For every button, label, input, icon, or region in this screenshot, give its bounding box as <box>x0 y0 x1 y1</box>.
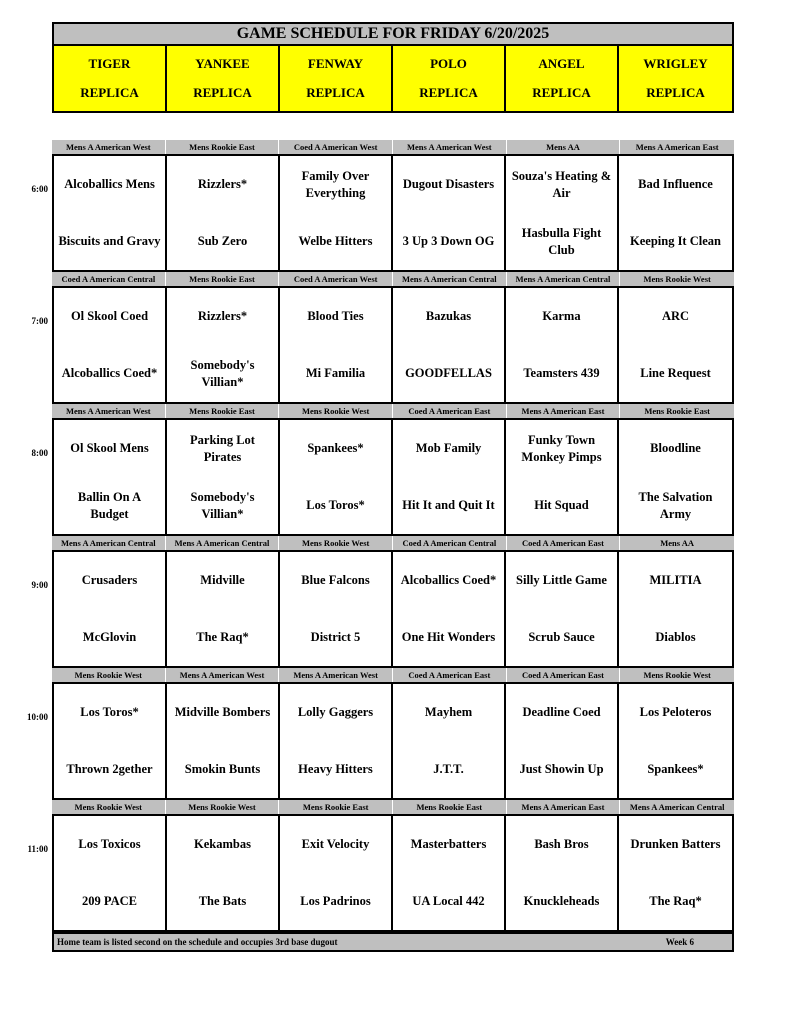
away-team: Alcoballics Mens <box>64 177 155 191</box>
home-team: 3 Up 3 Down OG <box>402 234 495 248</box>
time-label: 11:00 <box>27 844 48 854</box>
home-team: Ballin On A Budget <box>77 489 142 521</box>
game-cell <box>54 420 167 534</box>
game-cell <box>167 684 280 798</box>
home-team: Knuckleheads <box>523 894 600 908</box>
division-label: Mens Rookie East <box>166 404 280 418</box>
away-team: Dugout Disasters <box>402 177 495 191</box>
away-team: Funky Town Monkey Pimps <box>521 432 602 464</box>
home-team: One Hit Wonders <box>401 630 496 644</box>
home-team-note: Home team is listed second on the schedule and occupies 3rd base dugout <box>57 937 338 947</box>
game-cell <box>54 156 167 270</box>
away-team: Los Toxicos <box>78 837 141 851</box>
division-label: Mens A American Central <box>166 536 280 550</box>
away-team: Mayhem <box>424 705 473 719</box>
away-team: Midville Bombers <box>174 705 271 719</box>
away-team: Kekambas <box>194 837 251 851</box>
games-row <box>27 814 734 932</box>
away-team: Crusaders <box>81 573 138 587</box>
game-cell <box>167 420 280 534</box>
away-team: Los Peloteros <box>639 705 712 719</box>
division-row <box>52 404 734 418</box>
venue-header <box>393 46 506 111</box>
home-team: The Bats <box>198 894 247 908</box>
division-label: Mens Rookie West <box>279 536 393 550</box>
game-cell <box>54 552 167 666</box>
home-team: Keeping It Clean <box>630 234 721 248</box>
home-team: Smokin Bunts <box>184 762 261 776</box>
division-label: Coed A American West <box>279 272 393 286</box>
away-team: Exit Velocity <box>301 837 370 851</box>
week-label: Week 6 <box>665 937 694 947</box>
game-cell <box>506 816 619 930</box>
away-team: Rizzlers* <box>197 177 248 191</box>
division-label: Mens A American East <box>635 142 719 152</box>
game-cell <box>393 684 506 798</box>
division-label: Mens AA <box>507 140 621 154</box>
away-team: Karma <box>542 309 581 323</box>
home-team: Welbe Hitters <box>298 234 373 248</box>
game-cell <box>54 288 167 402</box>
home-team: District 5 <box>310 630 361 644</box>
division-label: Mens AA <box>660 538 695 548</box>
home-team: Sub Zero <box>197 234 248 248</box>
away-team: Midville <box>200 573 245 587</box>
away-team: Lolly Gaggers <box>297 705 374 719</box>
venue-sub: REPLICA <box>419 84 478 100</box>
division-label: Mens Rookie East <box>644 406 710 416</box>
game-cell <box>167 816 280 930</box>
game-cell <box>619 816 732 930</box>
away-team: Family Over Everything <box>301 168 370 200</box>
home-team: The Raq* <box>196 630 249 644</box>
games-row <box>31 550 734 668</box>
division-label: Mens Rookie West <box>643 670 711 680</box>
venue-name: ANGEL <box>538 56 585 72</box>
division-label: Coed A American West <box>279 140 393 154</box>
division-label: Mens A American Central <box>393 272 507 286</box>
game-cell <box>280 288 393 402</box>
division-row <box>52 140 734 154</box>
game-cell <box>280 552 393 666</box>
division-label: Mens A American Central <box>629 802 725 812</box>
game-cell <box>280 156 393 270</box>
home-team: Hasbulla Fight Club <box>521 225 602 257</box>
home-team: The Salvation Army <box>638 489 713 521</box>
home-team: Hit It and Quit It <box>402 498 495 512</box>
venue-name: WRIGLEY <box>643 56 708 72</box>
away-team: Bad Influence <box>638 177 713 191</box>
division-label: Coed A American East <box>393 668 507 682</box>
games-row <box>31 418 734 536</box>
division-label: Mens A American West <box>279 668 393 682</box>
schedule-title: GAME SCHEDULE FOR FRIDAY 6/20/2025 <box>52 22 734 46</box>
home-team: Mi Familia <box>305 366 366 380</box>
venue-header <box>280 46 393 111</box>
time-label: 7:00 <box>31 316 48 326</box>
venue-header <box>619 46 732 111</box>
venue-header-row <box>52 46 734 113</box>
home-team: Heavy Hitters <box>298 762 373 776</box>
away-team: Souza's Heating & Air <box>511 168 612 200</box>
time-slot-block <box>31 536 734 668</box>
game-cell <box>506 684 619 798</box>
venue-sub: REPLICA <box>306 84 365 100</box>
home-team: Scrub Sauce <box>528 630 595 644</box>
game-cell <box>506 420 619 534</box>
game-cell <box>393 156 506 270</box>
home-team: UA Local 442 <box>412 894 485 908</box>
away-team: Silly Little Game <box>516 573 607 587</box>
division-label: Mens Rookie East <box>166 272 280 286</box>
division-label: Mens Rookie West <box>52 668 166 682</box>
away-team: MILITIA <box>649 573 702 587</box>
venue-sub: REPLICA <box>193 84 252 100</box>
venue-name: POLO <box>430 56 467 72</box>
games-row <box>31 154 734 272</box>
division-label: Mens Rookie East <box>166 140 280 154</box>
venue-sub: REPLICA <box>532 84 591 100</box>
division-label: Coed A American East <box>507 668 621 682</box>
division-label: Coed A American Central <box>393 536 507 550</box>
home-team: Line Request <box>640 366 711 380</box>
away-team: Bazukas <box>425 309 472 323</box>
game-cell <box>393 288 506 402</box>
venue-sub: REPLICA <box>80 84 139 100</box>
division-label: Mens A American West <box>52 404 166 418</box>
time-slot-block <box>27 668 734 800</box>
venue-name: TIGER <box>88 56 131 72</box>
division-label: Mens Rookie East <box>393 800 507 814</box>
home-team: Teamsters 439 <box>523 366 600 380</box>
time-slot-block <box>31 140 734 272</box>
away-team: Blue Falcons <box>301 573 370 587</box>
games-row <box>27 682 734 800</box>
division-label: Mens Rookie East <box>279 800 393 814</box>
game-cell <box>167 552 280 666</box>
home-team: Diablos <box>655 630 696 644</box>
game-cell <box>393 420 506 534</box>
game-cell <box>280 420 393 534</box>
away-team: Alcoballics Coed* <box>400 573 497 587</box>
time-label: 10:00 <box>27 712 48 722</box>
venue-header <box>506 46 619 111</box>
time-slot-block <box>31 272 734 404</box>
game-cell <box>619 156 732 270</box>
division-label: Mens Rookie West <box>279 404 393 418</box>
division-row <box>52 536 734 550</box>
division-label: Mens Rookie West <box>166 800 280 814</box>
game-cell <box>619 420 732 534</box>
away-team: Ol Skool Coed <box>70 309 149 323</box>
home-team: Los Toros* <box>306 498 365 512</box>
home-team: Just Showin Up <box>519 762 604 776</box>
game-cell <box>506 156 619 270</box>
game-cell <box>280 684 393 798</box>
game-cell <box>506 552 619 666</box>
away-team: Parking Lot Pirates <box>190 432 255 464</box>
home-team: Los Padrinos <box>300 894 371 908</box>
away-team: Rizzlers* <box>197 309 248 323</box>
away-team: Bloodline <box>650 441 701 455</box>
division-label: Mens A American East <box>507 404 621 418</box>
division-row <box>52 800 734 814</box>
division-label: Mens A American East <box>507 800 621 814</box>
division-label: Mens Rookie West <box>643 274 711 284</box>
venue-sub: REPLICA <box>646 84 705 100</box>
division-label: Mens A American West <box>166 668 280 682</box>
home-team: Alcoballics Coed* <box>61 366 158 380</box>
venue-name: FENWAY <box>307 56 364 72</box>
venue-header <box>167 46 280 111</box>
venue-header <box>54 46 167 111</box>
home-team: GOODFELLAS <box>405 366 492 380</box>
home-team: The Raq* <box>649 894 702 908</box>
venue-name: YANKEE <box>195 56 250 72</box>
away-team: Drunken Batters <box>630 837 721 851</box>
home-team: McGlovin <box>82 630 137 644</box>
home-team: Somebody's Villian* <box>190 357 255 389</box>
schedule-sheet <box>27 22 734 952</box>
away-team: Los Toros* <box>80 705 139 719</box>
away-team: Deadline Coed <box>522 705 601 719</box>
away-team: Mob Family <box>415 441 482 455</box>
division-label: Mens A American West <box>393 140 507 154</box>
division-label: Mens A American Central <box>52 536 166 550</box>
home-team: Spankees* <box>647 762 704 776</box>
home-team: 209 PACE <box>82 894 137 908</box>
game-cell <box>54 816 167 930</box>
game-cell <box>393 816 506 930</box>
game-cell <box>619 684 732 798</box>
away-team: Spankees* <box>307 441 364 455</box>
home-team: Somebody's Villian* <box>190 489 255 521</box>
game-cell <box>54 684 167 798</box>
away-team: ARC <box>661 309 690 323</box>
home-team: J.T.T. <box>433 762 464 776</box>
games-row <box>31 286 734 404</box>
division-row <box>52 272 734 286</box>
time-label: 9:00 <box>31 580 48 590</box>
division-row <box>52 668 734 682</box>
game-cell <box>280 816 393 930</box>
home-team: Hit Squad <box>534 498 589 512</box>
game-cell <box>167 156 280 270</box>
division-label: Mens A American Central <box>507 272 621 286</box>
away-team: Ol Skool Mens <box>70 441 149 455</box>
away-team: Bash Bros <box>534 837 589 851</box>
game-cell <box>619 552 732 666</box>
division-label: Coed A American East <box>507 536 621 550</box>
division-label: Mens Rookie West <box>52 800 166 814</box>
time-slot-block <box>27 800 734 932</box>
time-label: 6:00 <box>31 184 48 194</box>
time-slot-block <box>31 404 734 536</box>
game-cell <box>393 552 506 666</box>
game-cell <box>619 288 732 402</box>
schedule-footer <box>52 932 734 952</box>
home-team: Thrown 2gether <box>66 762 153 776</box>
division-label: Coed A American East <box>393 404 507 418</box>
game-cell <box>506 288 619 402</box>
time-slots <box>27 140 734 932</box>
away-team: Masterbatters <box>410 837 487 851</box>
away-team: Blood Ties <box>307 309 364 323</box>
division-label: Mens A American West <box>52 140 166 154</box>
division-label: Coed A American Central <box>52 272 166 286</box>
time-label: 8:00 <box>31 448 48 458</box>
home-team: Biscuits and Gravy <box>58 234 161 248</box>
game-cell <box>167 288 280 402</box>
